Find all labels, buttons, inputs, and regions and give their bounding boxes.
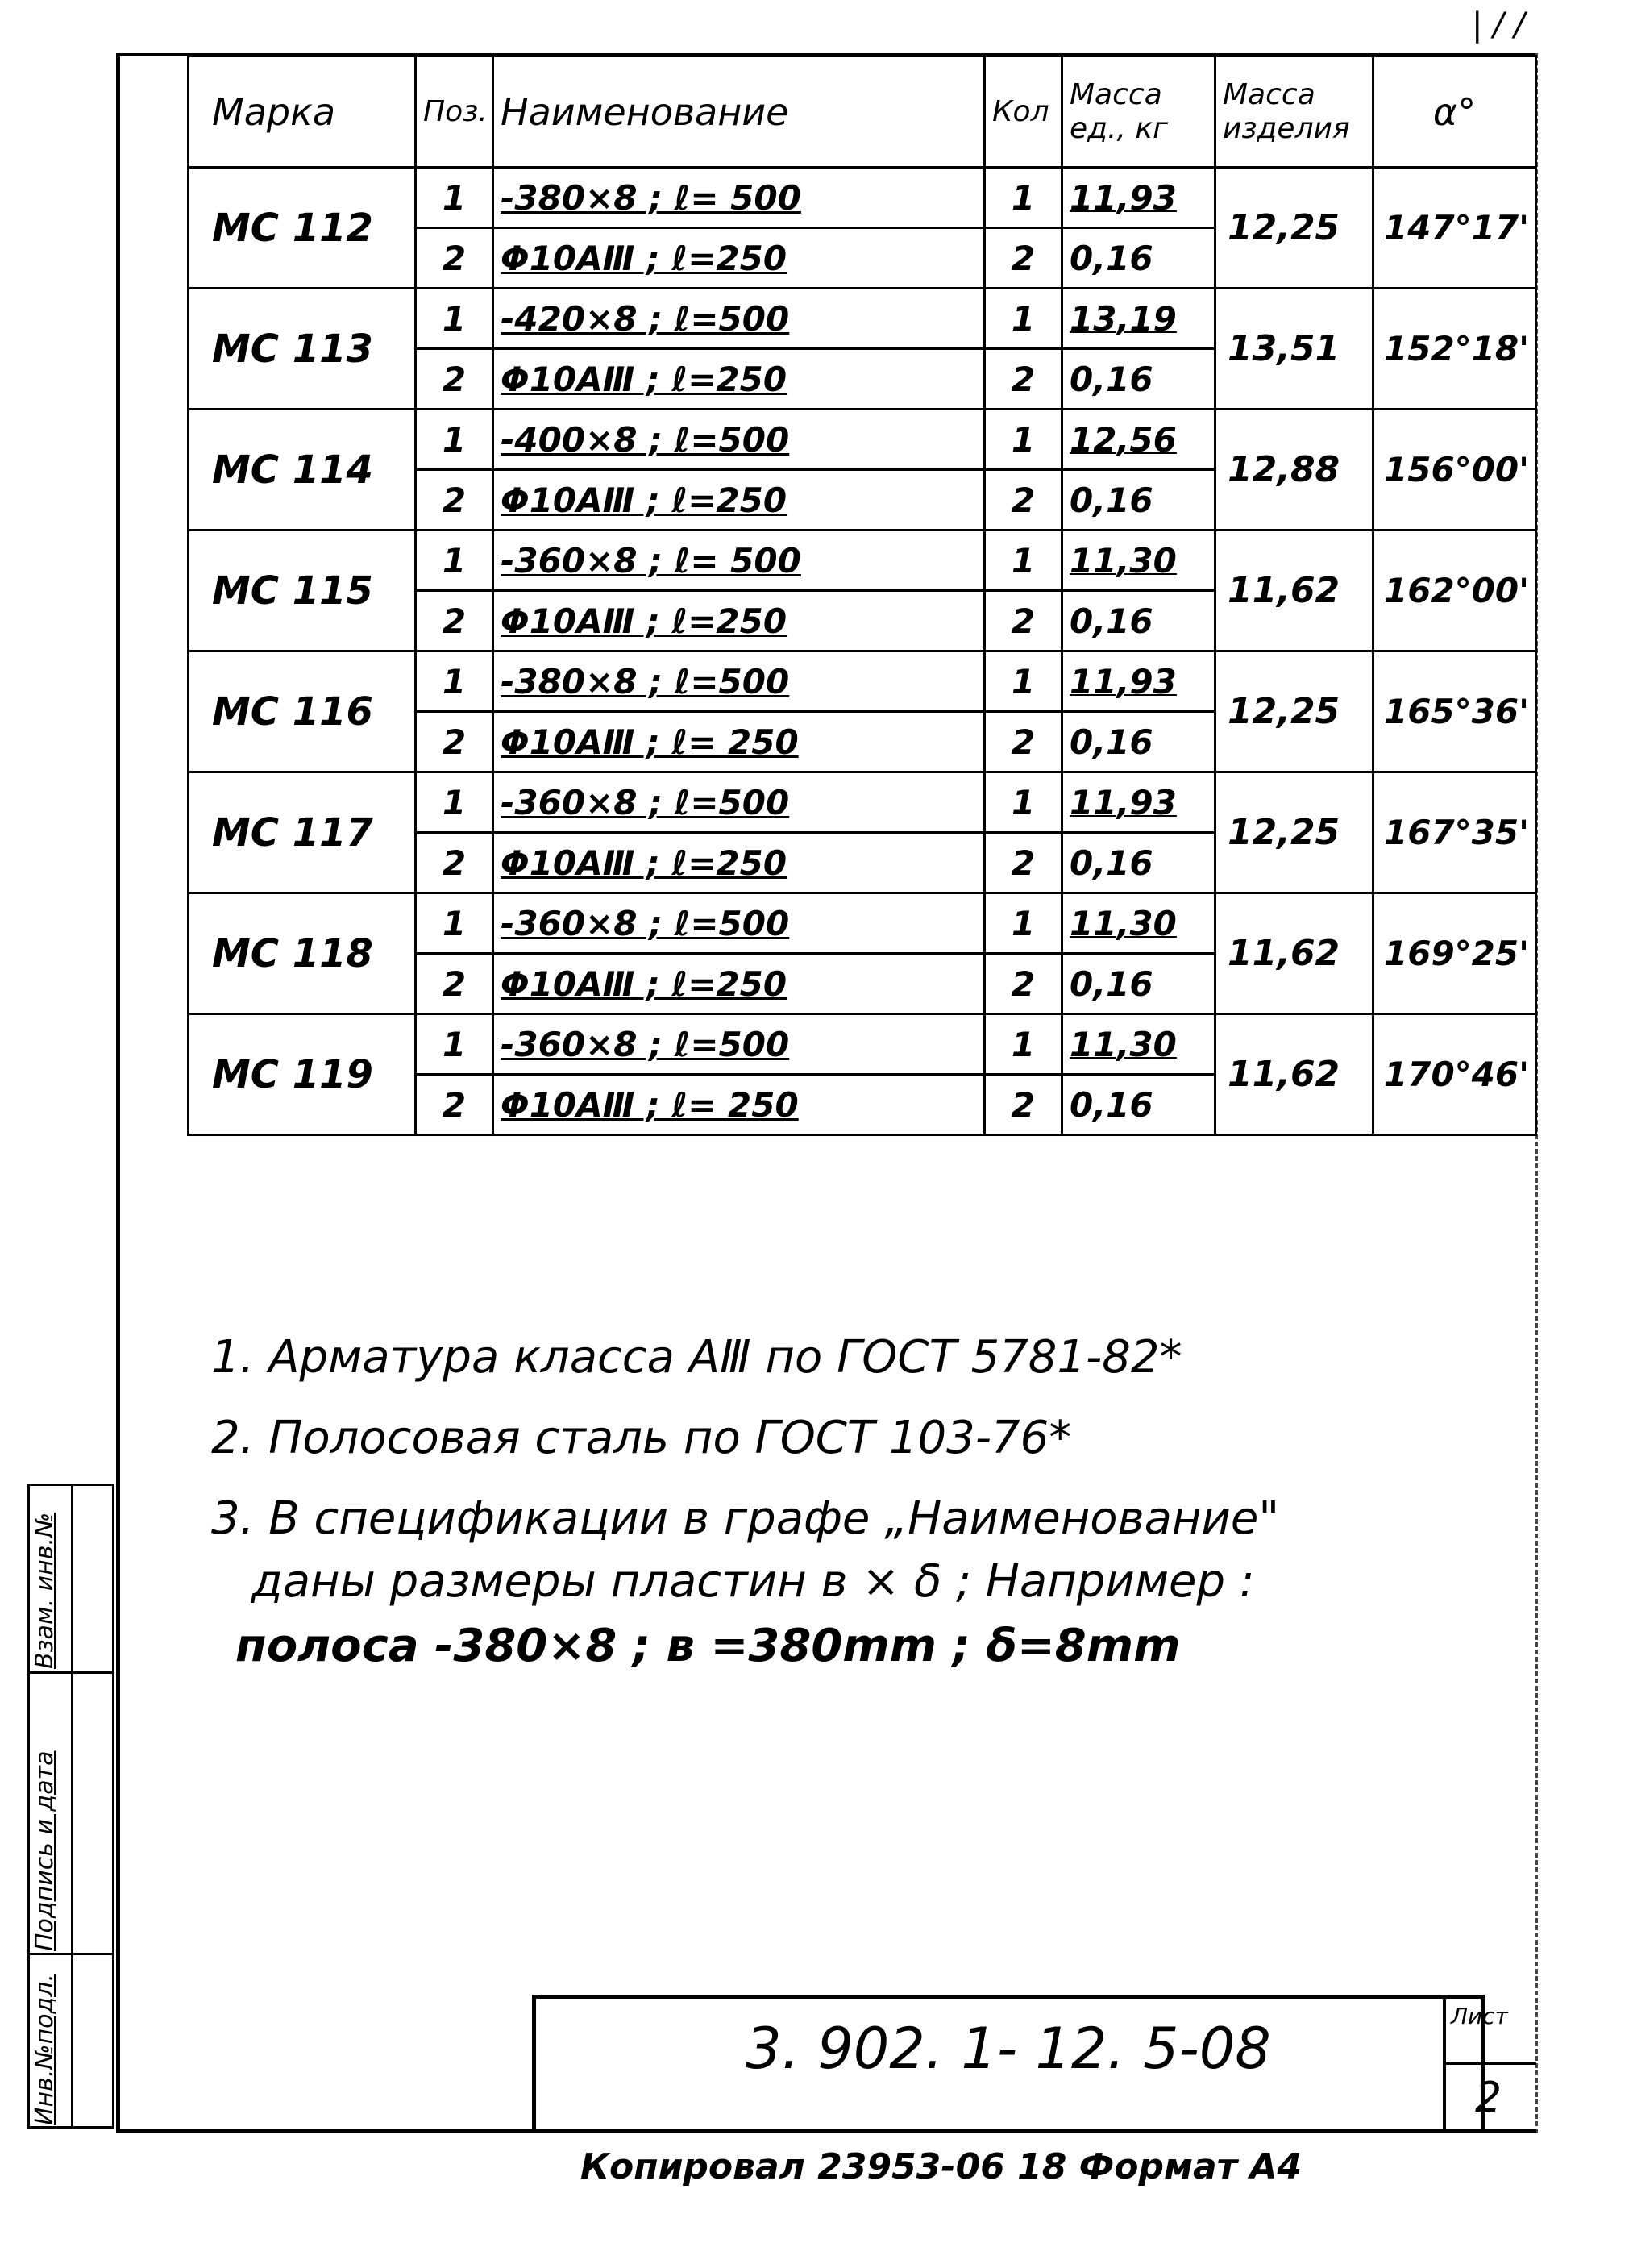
unit-mass-cell: 11,30 (1062, 531, 1215, 591)
unit-mass-cell: 0,16 (1062, 591, 1215, 651)
table-header-row (189, 56, 1536, 168)
qty-cell: 1 (985, 410, 1062, 470)
qty-cell: 1 (985, 168, 1062, 228)
pos-cell: 2 (416, 1075, 493, 1135)
specification-table (187, 55, 1537, 1136)
item-mass-cell: 11,62 (1215, 1014, 1373, 1135)
note-3: 3. В спецификации в графе „Наименование" (211, 1492, 1280, 1545)
unit-mass-cell: 0,16 (1062, 228, 1215, 289)
pos-cell: 2 (416, 954, 493, 1014)
mark-cell: МС 118 (189, 893, 416, 1014)
qty-cell: 1 (985, 772, 1062, 833)
document-code: 3. 902. 1- 12. 5-08 (746, 2016, 1271, 2082)
qty-cell: 2 (985, 954, 1062, 1014)
sheet-label: Лист (1451, 2003, 1508, 2029)
mark-cell: МС 116 (189, 651, 416, 772)
unit-mass-cell: 11,93 (1062, 168, 1215, 228)
mark-cell: МС 113 (189, 289, 416, 410)
name-cell: Φ10АⅢ ; ℓ=250 (493, 591, 985, 651)
pos-cell: 2 (416, 349, 493, 410)
header-item-mass: Масса изделия (1215, 56, 1373, 168)
pos-cell: 2 (416, 833, 493, 893)
sheet-number: 2 (1475, 2074, 1502, 2122)
name-cell: -420×8 ; ℓ=500 (493, 289, 985, 349)
name-cell: -400×8 ; ℓ=500 (493, 410, 985, 470)
pos-cell: 2 (416, 712, 493, 772)
unit-mass-cell: 11,93 (1062, 651, 1215, 712)
qty-cell: 2 (985, 470, 1062, 531)
name-cell: -360×8 ; ℓ= 500 (493, 531, 985, 591)
table-row (189, 289, 1536, 349)
stamp-column-divider (71, 1484, 73, 2129)
name-cell: -380×8 ; ℓ=500 (493, 651, 985, 712)
item-mass-cell: 13,51 (1215, 289, 1373, 410)
unit-mass-cell: 0,16 (1062, 954, 1215, 1014)
mark-cell: МС 115 (189, 531, 416, 651)
table-row (189, 772, 1536, 833)
name-cell: -380×8 ; ℓ= 500 (493, 168, 985, 228)
qty-cell: 2 (985, 833, 1062, 893)
table-row (189, 531, 1536, 591)
mark-cell: МС 117 (189, 772, 416, 893)
note-1: 1. Арматура класса АⅢ по ГОСТ 5781-82* (211, 1331, 1182, 1384)
footer-copy-format: Копировал 23953-06 18 Формат А4 (580, 2146, 1303, 2187)
stamp-label-sign-date: Подпись и дата (31, 1750, 59, 1951)
pos-cell: 1 (416, 651, 493, 712)
pos-cell: 1 (416, 772, 493, 833)
unit-mass-cell: 0,16 (1062, 833, 1215, 893)
angle-cell: 165°36' (1373, 651, 1536, 772)
qty-cell: 1 (985, 1014, 1062, 1075)
header-pos: Поз. (416, 56, 493, 168)
pos-cell: 1 (416, 410, 493, 470)
stamp-label-inv-orig: Инв.№подл. (31, 1974, 59, 2125)
header-qty: Кол (985, 56, 1062, 168)
pos-cell: 1 (416, 893, 493, 954)
table-row (189, 1014, 1536, 1075)
sheet-divider (1443, 2062, 1536, 2065)
qty-cell: 2 (985, 349, 1062, 410)
item-mass-cell: 11,62 (1215, 893, 1373, 1014)
name-cell: Φ10АⅢ ; ℓ=250 (493, 228, 985, 289)
unit-mass-cell: 11,93 (1062, 772, 1215, 833)
unit-mass-cell: 0,16 (1062, 349, 1215, 410)
qty-cell: 1 (985, 893, 1062, 954)
note-3-line-3: полоса -380×8 ; в =380mm ; δ=8mm (235, 1620, 1181, 1672)
angle-cell: 152°18' (1373, 289, 1536, 410)
name-cell: -360×8 ; ℓ=500 (493, 1014, 985, 1075)
pos-cell: 1 (416, 1014, 493, 1075)
pos-cell: 2 (416, 228, 493, 289)
name-cell: Φ10АⅢ ; ℓ=250 (493, 470, 985, 531)
table-body (189, 168, 1536, 1135)
qty-cell: 1 (985, 651, 1062, 712)
item-mass-cell: 12,25 (1215, 772, 1373, 893)
qty-cell: 2 (985, 712, 1062, 772)
header-angle: α° (1373, 56, 1536, 168)
pos-cell: 2 (416, 470, 493, 531)
name-cell: Φ10АⅢ ; ℓ=250 (493, 349, 985, 410)
unit-mass-cell: 12,56 (1062, 410, 1215, 470)
header-unit-mass: Масса ед., кг (1062, 56, 1215, 168)
note-2: 2. Полосовая сталь по ГОСТ 103-76* (211, 1412, 1072, 1464)
pos-cell: 2 (416, 591, 493, 651)
unit-mass-cell: 0,16 (1062, 712, 1215, 772)
unit-mass-cell: 11,30 (1062, 1014, 1215, 1075)
item-mass-cell: 12,25 (1215, 651, 1373, 772)
name-cell: Φ10АⅢ ; ℓ= 250 (493, 712, 985, 772)
unit-mass-cell: 13,19 (1062, 289, 1215, 349)
unit-mass-cell: 0,16 (1062, 470, 1215, 531)
unit-mass-cell: 11,30 (1062, 893, 1215, 954)
angle-cell: 156°00' (1373, 410, 1536, 531)
item-mass-cell: 12,88 (1215, 410, 1373, 531)
pos-cell: 1 (416, 289, 493, 349)
mark-cell: МС 119 (189, 1014, 416, 1135)
name-cell: Φ10АⅢ ; ℓ= 250 (493, 1075, 985, 1135)
qty-cell: 2 (985, 591, 1062, 651)
angle-cell: 147°17' (1373, 168, 1536, 289)
header-mark: Марка (189, 56, 416, 168)
qty-cell: 1 (985, 289, 1062, 349)
name-cell: -360×8 ; ℓ=500 (493, 772, 985, 833)
unit-mass-cell: 0,16 (1062, 1075, 1215, 1135)
stamp-column (27, 1484, 114, 2129)
table-row (189, 168, 1536, 228)
angle-cell: 170°46' (1373, 1014, 1536, 1135)
table-row (189, 893, 1536, 954)
table-row (189, 410, 1536, 470)
mark-cell: МС 114 (189, 410, 416, 531)
mark-cell: МС 112 (189, 168, 416, 289)
pos-cell: 1 (416, 168, 493, 228)
qty-cell: 2 (985, 228, 1062, 289)
qty-cell: 1 (985, 531, 1062, 591)
stamp-label-replace-inv: Взам. инв.№ (31, 1512, 59, 1669)
qty-cell: 2 (985, 1075, 1062, 1135)
item-mass-cell: 11,62 (1215, 531, 1373, 651)
name-cell: Φ10АⅢ ; ℓ=250 (493, 954, 985, 1014)
pos-cell: 1 (416, 531, 493, 591)
angle-cell: 169°25' (1373, 893, 1536, 1014)
note-3-line-2: даны размеры пластин в × δ ; Например : (251, 1555, 1255, 1608)
item-mass-cell: 12,25 (1215, 168, 1373, 289)
angle-cell: 162°00' (1373, 531, 1536, 651)
corner-mark: | / / (1472, 6, 1525, 44)
table-row (189, 651, 1536, 712)
name-cell: -360×8 ; ℓ=500 (493, 893, 985, 954)
angle-cell: 167°35' (1373, 772, 1536, 893)
name-cell: Φ10АⅢ ; ℓ=250 (493, 833, 985, 893)
header-name: Наименование (493, 56, 985, 168)
